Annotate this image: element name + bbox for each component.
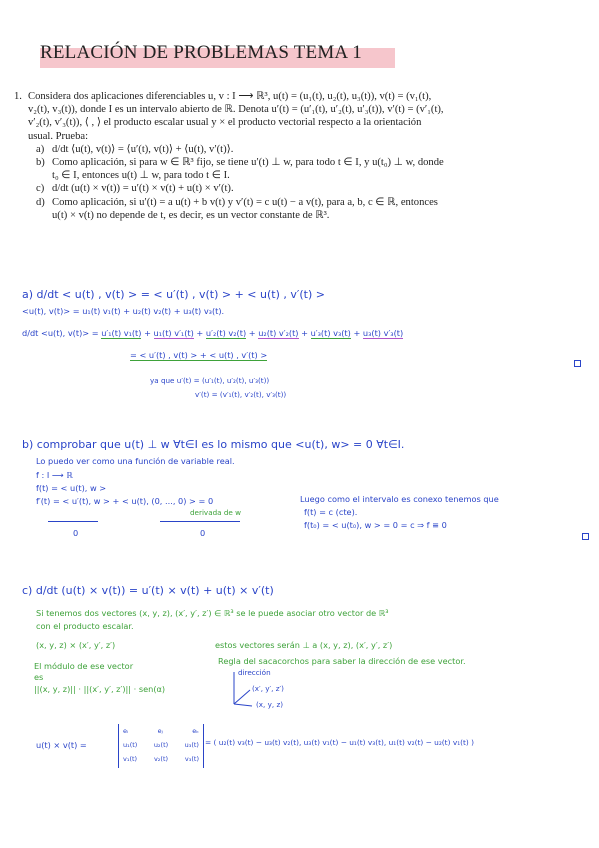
note-b-right-2: f(t) = c (cte). (304, 507, 358, 517)
term-u2p-v2: u′₂(t) v₂(t) (205, 328, 247, 338)
page-title: RELACIÓN DE PROBLEMAS TEMA 1 (40, 42, 362, 63)
note-c-green-7: ||(x, y, z)|| · ||(x′, y′, z′)|| · sen(α) (34, 684, 166, 694)
cross-product-rhs: = ( u₂(t) v₃(t) − u₃(t) v₂(t), u₃(t) v₁(t) − u₁(t) v₃(t), u₁(t) v₂(t) − u₂(t) v₁(t) ) (205, 738, 475, 747)
note-b-right-1: Luego como el intervalo es conexo tenemos que (300, 494, 499, 504)
problem-item-d: d) Como aplicación, si u′(t) = a u(t) + b v(t) y v′(t) = c u(t) − a v(t), para a, b, c ∈ ℝ, entonces u(t) × v(t) no depende de t, es decir, es un vector constante de ℝ³. (36, 196, 438, 221)
matrix-row-basis: eᵢ eⱼ eₖ (123, 727, 199, 735)
diagram-direccion-label: dirección (238, 668, 271, 677)
term-u2-v2p: u₂(t) v′₂(t) (258, 328, 299, 338)
term-u1p-v1: u′₁(t) v₁(t) (101, 328, 142, 338)
note-c-green-2: con el producto escalar. (36, 621, 134, 631)
problem-item-a: a) d/dt ⟨u(t), v(t)⟩ = ⟨u′(t), v(t)⟩ + ⟨u(t), v′(t)⟩. (36, 143, 234, 155)
checkbox-square-icon (574, 360, 581, 367)
note-b-underbrace-2 (160, 521, 240, 522)
problem-statement (14, 90, 444, 222)
note-b-derivada: derivada de w (190, 508, 241, 517)
problem-intro: Considera dos aplicaciones diferenciables u, v : I ⟶ ℝ³, u(t) = (u₁(t), u₂(t), u₃(t)), v(t) = (v₁(t), v₂(t), v₃(t)), donde I es un intervalo abierto de ℝ. Denota u′(t) = (u′₁(t), u′₂(t), u′₃(t)), v′(t) = (v′₁(t), v′₂(t), v′₃(t)), ⟨ , ⟩ el producto escalar usual y × el producto vectorial respecto a la orientación usual. Prueba: (28, 91, 444, 142)
note-c-green-3: (x, y, z) × (x′, y′, z′) (36, 640, 116, 650)
note-b-right-3: f(t₀) = < u(t₀), w > = 0 = c ⇒ f ≡ 0 (304, 520, 447, 530)
note-b-heading: b) comprobar que u(t) ⊥ w ∀t∈I es lo mismo que <u(t), w> = 0 ∀t∈I. (22, 438, 405, 451)
note-b-line1: Lo puedo ver como una función de variable real. (36, 456, 235, 466)
problem-item-c: c) d/dt (u(t) × v(t)) = u′(t) × v(t) + u(t) × v′(t). (36, 183, 234, 195)
cross-product-lhs: u(t) × v(t) = (36, 740, 87, 750)
matrix-row-u: u₁(t) u₂(t) u₃(t) (123, 741, 199, 749)
problem-item-b: b) Como aplicación, si para w ∈ ℝ³ fijo, se tiene u′(t) ⊥ w, para todo t ∈ I, y u(t₀) ⊥ w, donde t₀ ∈ I, entonces u(t) ⊥ w, para todo t ∈ I. (36, 157, 444, 182)
note-b-underbrace-1 (48, 521, 98, 522)
vector-x-line (234, 704, 252, 706)
note-a-heading: a) d/dt < u(t) , v(t) > = < u′(t) , v(t) > + < u(t) , v′(t) > (22, 288, 325, 301)
vector-xprime-line (234, 690, 250, 704)
note-b-zero-1: 0 (73, 528, 79, 538)
note-c-green-4: Regla del sacacorchos para saber la dirección de ese vector. (218, 656, 466, 666)
diagram-vector-xprime-label: (x′, y′, z′) (252, 684, 284, 693)
note-b-zero-2: 0 (200, 528, 206, 538)
term-u3-v3p: u₃(t) v′₃(t) (362, 328, 404, 338)
note-b-line2: f : I ⟶ ℝ (36, 470, 73, 480)
note-a-line3: = < u′(t) , v(t) > + < u(t) , v′(t) > (130, 350, 268, 360)
checkbox-square-icon (582, 533, 589, 540)
note-c-green-5: El módulo de ese vector (34, 661, 134, 671)
note-c-green-1: Si tenemos dos vectores (x, y, z), (x′, y′, z′) ∈ ℝ³ se le puede asociar otro vector de ℝ³ (36, 608, 389, 618)
matrix-row-v: v₁(t) v₂(t) v₃(t) (123, 755, 199, 763)
note-a-line1: <u(t), v(t)> = u₁(t) v₁(t) + u₂(t) v₂(t) + u₃(t) v₃(t). (22, 306, 225, 316)
determinant-matrix (118, 724, 204, 768)
note-a-ya-que-2: v′(t) = (v′₁(t), v′₂(t), v′₃(t)) (195, 390, 287, 399)
note-b-line3: f(t) = < u(t), w > (36, 483, 107, 493)
note-c-green-3b: estos vectores serán ⊥ a (x, y, z), (x′, y′, z′) (215, 640, 393, 650)
title-block (40, 42, 362, 64)
problem-body (28, 90, 444, 222)
diagram-vector-x-label: (x, y, z) (256, 700, 284, 709)
note-c-green-6: es (34, 672, 44, 682)
term-u1-v1p: u₁(t) v′₁(t) (153, 328, 194, 338)
problem-number: 1. (14, 91, 22, 102)
note-b-line4: f′(t) = < u′(t), w > + < u(t), (0, ..., 0) > = 0 (36, 496, 214, 506)
note-c-heading: c) d/dt (u(t) × v(t)) = u′(t) × v(t) + u(t) × v′(t) (22, 584, 274, 597)
note-a-line2: d/dt <u(t), v(t)> = u′₁(t) v₁(t) + u₁(t) v′₁(t) + u′₂(t) v₂(t) + u₂(t) v′₂(t) + u′₃(t) v₃(t) + u₃(t) v′₃(t) (22, 328, 404, 338)
note-a-ya-que-1: ya que u′(t) = (u′₁(t), u′₂(t), u′₃(t)) (150, 376, 270, 385)
term-u3p-v3: u′₃(t) v₃(t) (310, 328, 351, 338)
